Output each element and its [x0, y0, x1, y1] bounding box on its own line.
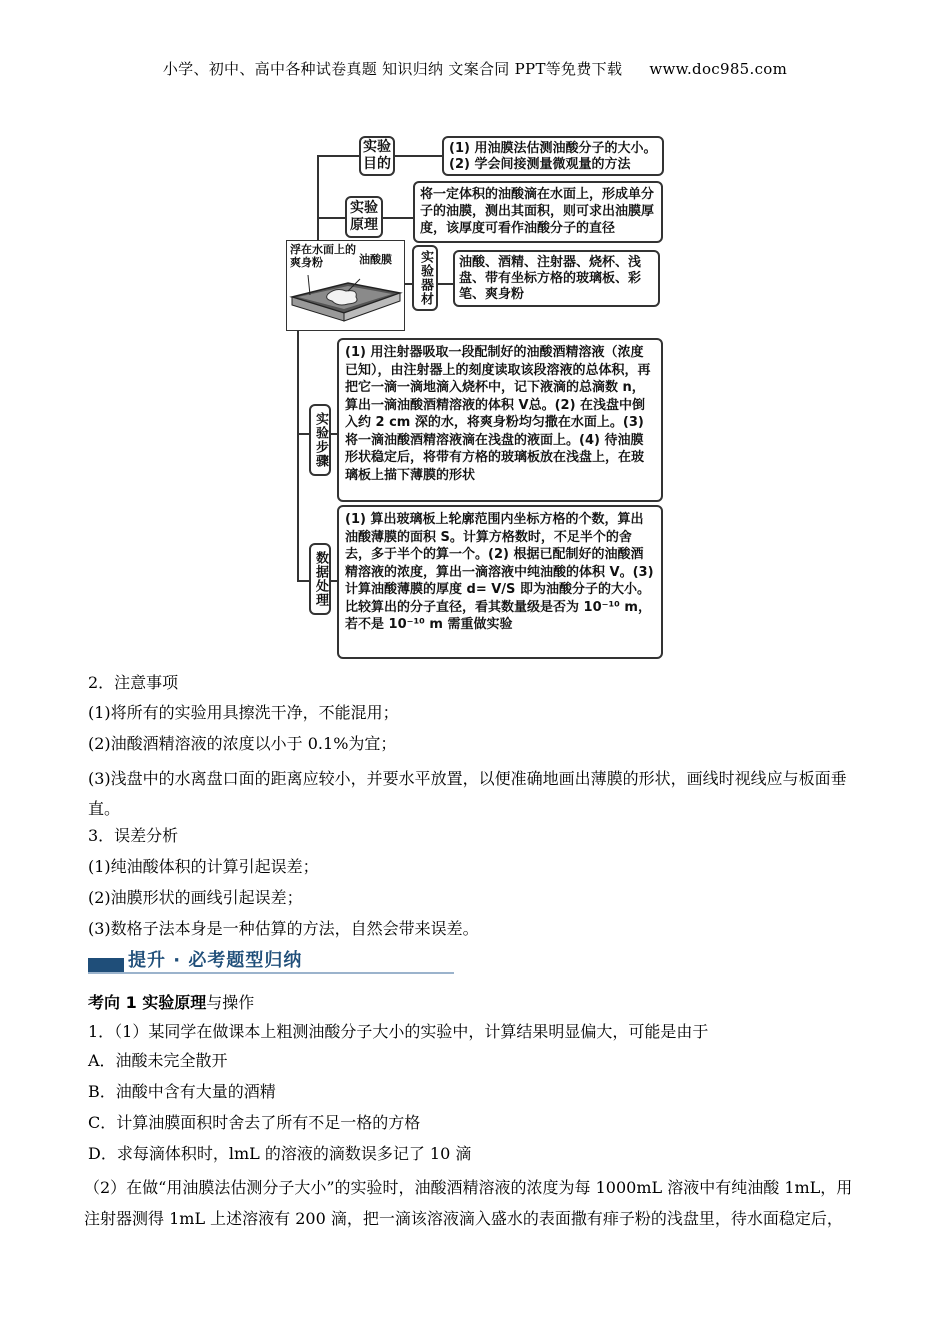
section-2-title: 2．注意事项 — [88, 673, 179, 692]
section-2-item-1: (1)将所有的实验用具擦洗干净，不能混用； — [88, 703, 399, 722]
connector — [405, 283, 412, 285]
experiment-flowchart — [0, 0, 950, 670]
banner-bar — [88, 958, 124, 972]
tray-illustration — [288, 269, 404, 329]
node-label-steps — [309, 404, 331, 476]
section-3-title: 3．误差分析 — [88, 826, 179, 845]
question-1: 1．（1）某同学在做课本上粗测油酸分子大小的实验中，计算结果明显偏大，可能是由于 — [88, 1022, 709, 1041]
connector — [317, 155, 319, 241]
option-d: D．求每滴体积时，lmL 的溶液的滴数误多记了 10 滴 — [88, 1144, 472, 1163]
node-content-steps: (1) 用注射器吸取一段配制好的油酸酒精溶液（浓度已知），由注射器上的刻度读取该段溶液的总体积，再把它一滴一滴地滴入烧杯中，记下液滴的总滴数 n，算出一滴油酸酒精溶液的体积 V总。(2) 在浅盘中倒入约 2 cm 深的水，将爽身粉均匀撒在水面上。(3) 将一滴油酸酒精溶液滴在浅盘的液面上。(4) 待油膜形状稳定后，将带有方格的玻璃板放在浅盘上，在玻璃板上描下薄膜的形状 — [337, 338, 663, 502]
node-content-data: (1) 算出玻璃板上轮廓范围内坐标方格的个数，算出油酸薄膜的面积 S。计算方格数时，不足半个的舍去，多于半个的算一个。(2) 根据已配制好的油酸酒精溶液的浓度，算出一滴溶液中纯油酸的体积 V。(3) 计算油酸薄膜的厚度 d= V/S 即为油酸分子的大小。比较算出的分子直径，看其数量级是否为 10⁻¹⁰ m，若不是 10⁻¹⁰ m 需重做实验 — [337, 505, 663, 659]
question-1-part-2: （2）在做“用油膜法估测分子大小”的实验时，油酸酒精溶液的浓度为每 1000mL 溶液中有纯油酸 1mL，用注射器测得 1mL 上述溶液有 200 滴，把一滴该溶液滴入盛水的表面撒有痱子粉的浅盘里，待水面稳定后， — [84, 1178, 853, 1228]
section-banner — [88, 946, 454, 974]
option-c: C．计算油膜面积时舍去了所有不足一格的方格 — [88, 1113, 421, 1132]
banner-text: 提升 · 必考题型归纳 — [128, 950, 303, 971]
header-url[interactable]: www.doc985.com — [649, 60, 788, 78]
connector — [297, 433, 309, 435]
section-2-item-3: (3)浅盘中的水离盘口面的距离应较小，并要水平放置，以便准确地画出薄膜的形状，画线时视线应与板面垂直。 — [88, 769, 847, 818]
connector — [438, 283, 453, 285]
node-label-data — [309, 543, 331, 615]
sketch-label-powder: 浮在水面上的爽身粉 — [290, 243, 356, 269]
option-a: A．油酸未完全散开 — [88, 1051, 228, 1070]
node-label-data-text: 数据处理 — [313, 551, 328, 607]
node-label-purpose: 实验目的 — [359, 136, 395, 176]
section-2-item-2: (2)油酸酒精溶液的浓度以小于 0.1%为宜； — [88, 734, 397, 753]
header-text: 小学、初中、高中各种试卷真题 知识归纳 文案合同 PPT等免费下载 — [162, 60, 623, 78]
node-label-equipment — [412, 245, 438, 311]
node-label-principle: 实验原理 — [345, 196, 383, 238]
node-content-principle: 将一定体积的油酸滴在水面上，形成单分子的油膜，测出其面积，则可求出油膜厚度，该厚度可看作油酸分子的直径 — [413, 181, 663, 243]
section-3-item-3: (3)数格子法本身是一种估算的方法，自然会带来误差。 — [88, 919, 479, 938]
section-3-item-1: (1)纯油酸体积的计算引起误差； — [88, 857, 319, 876]
topic-heading — [88, 992, 254, 1014]
connector — [383, 217, 413, 219]
tray-sketch — [286, 240, 405, 331]
sketch-label-film: 油酸膜 — [359, 253, 392, 266]
banner-underline — [88, 972, 454, 974]
connector — [317, 217, 345, 219]
connector — [297, 580, 309, 582]
connector — [297, 331, 299, 582]
option-b: B．油酸中含有大量的酒精 — [88, 1082, 276, 1101]
node-content-equipment: 油酸、酒精、注射器、烧杯、浅盘、带有坐标方格的玻璃板、彩笔、爽身粉 — [453, 250, 660, 307]
node-label-equipment-text: 实验器材 — [418, 250, 433, 306]
topic-heading-rest: 与操作 — [206, 993, 255, 1012]
connector — [395, 155, 442, 157]
node-content-purpose: (1) 用油膜法估测油酸分子的大小。(2) 学会间接测量微观量的方法 — [442, 136, 664, 176]
connector — [317, 155, 359, 157]
node-label-steps-text: 实验步骤 — [313, 412, 328, 468]
section-3-item-2: (2)油膜形状的画线引起误差； — [88, 888, 303, 907]
topic-heading-bold: 考向 1 实验原理 — [88, 993, 207, 1012]
